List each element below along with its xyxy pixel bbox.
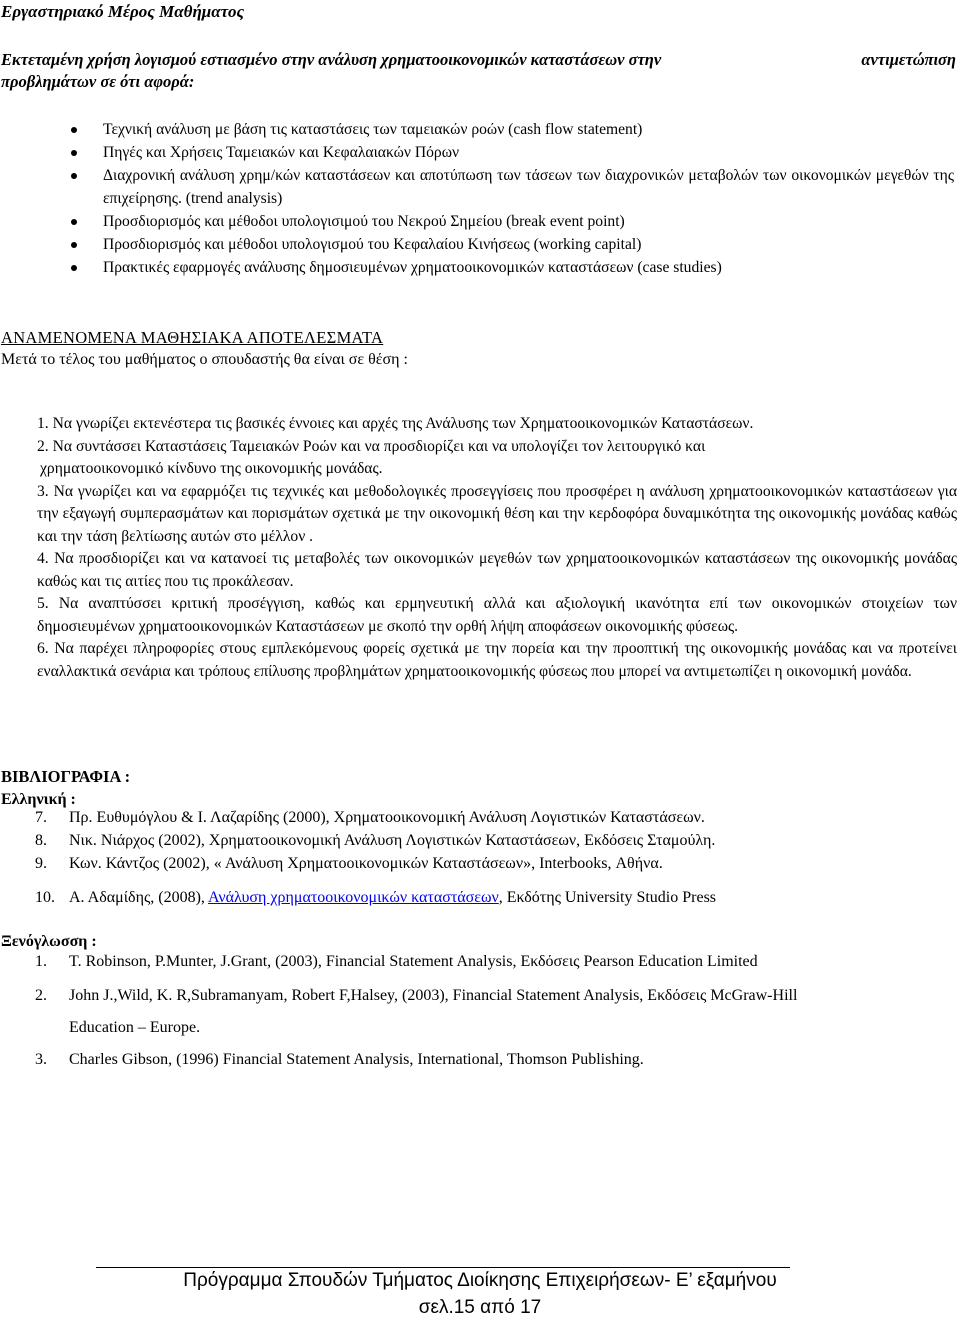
outcome-number: 5. bbox=[37, 595, 49, 612]
outcome-item bbox=[37, 481, 957, 549]
intro-paragraph bbox=[1, 49, 956, 94]
outcome-text: Να αναπτύσσει κριτική προσέγγιση, καθώς και ερμηνευτική αλλά και αξιολογική ικανότητα επί των οικονομικών στοιχείων των δημοσιευμένων χρηματοοικονομικών Καταστάσεων με σκοπό την ορθή λήψη αποφάσεων οικονομικής φύσεως. bbox=[37, 595, 957, 635]
bullet-icon bbox=[71, 173, 77, 179]
outcome-number: 1. bbox=[37, 415, 49, 432]
reference-item: 3. Charles Gibson, (1996) Financial Statement Analysis, International, Thomson Publishing. bbox=[35, 1051, 644, 1068]
outcome-text-cont: χρηματοοικονομικό κίνδυνο της οικονομικής μονάδας. bbox=[40, 460, 383, 477]
topic-item: Τεχνική ανάλυση με βάση τις καταστάσεις των ταμειακών ροών (cash flow statement) bbox=[0, 118, 956, 141]
topic-item: Πηγές και Χρήσεις Ταμειακών και Κεφαλαιακών Πόρων bbox=[0, 141, 956, 164]
bullet-icon bbox=[71, 242, 77, 248]
outcome-text: Να συντάσσει Καταστάσεις Ταμειακών Ροών και να προσδιορίζει και να υπολογίζει τον λειτουργικό και bbox=[52, 437, 706, 455]
outcome-item bbox=[37, 593, 957, 638]
outcome-text: Να προσδιορίζει και να κατανοεί τις μεταβολές των οικονομικών μεγεθών των χρηματοοικονομικών καταστάσεων της οικονομικής μονάδας καθώς και τις αιτίες που τις προκάλεσαν. bbox=[37, 550, 958, 590]
outcome-item bbox=[37, 548, 957, 593]
reference-item: 10. Α. Αδαμίδης, (2008), Ανάλυση χρηματοοικονομικών καταστάσεων, Εκδότης University Studio Press bbox=[35, 889, 717, 906]
topics-list bbox=[0, 118, 956, 279]
reference-item: 2. John J.,Wild, K. R,Subramanyam, Robert F,Halsey, (2003), Financial Statement Analysis, Εκδόσεις McGraw-Hill Education – Europe. bbox=[35, 987, 798, 1036]
intro-line1-left: Εκτεταμένη χρήση λογισμού εστιασμένο στην ανάλυση χρηματοοικονομικών καταστάσεων στην bbox=[1, 50, 662, 69]
intro-line1-right: αντιμετώπιση bbox=[861, 50, 956, 69]
greek-bibliography-heading: Ελληνική : bbox=[1, 791, 76, 808]
greek-reference-list bbox=[0, 806, 956, 909]
outcome-text: Να γνωρίζει και να εφαρμόζει τις τεχνικές και μεθοδολογικές προσεγγίσεις που προσφέρει η ανάλυση χρηματοοικονομικών καταστάσεων για την εξαγωγή συμπερασμάτων και πορισμάτων σχετικά με την οικονομική θέση και την κερδοφόρα δυναμικότητα της οικονομικής μονάδας καθώς και την τάση βελτίωσης αυτών στο μέλλον . bbox=[37, 482, 957, 545]
outcome-item bbox=[37, 413, 957, 436]
footer-page-number: σελ.15 από 17 bbox=[418, 1297, 542, 1318]
reference-item: 8. Νικ. Νιάρχος (2002), Χρηματοοικονομική Ανάλυση Λογιστικών Καταστάσεων, Εκδόσεις Σταμούλη. bbox=[35, 832, 716, 849]
reference-link[interactable]: Ανάλυση χρηματοοικονομικών καταστάσεων bbox=[208, 889, 499, 906]
foreign-reference-list bbox=[0, 950, 956, 1071]
outcome-item bbox=[37, 638, 957, 683]
outcome-text: Να γνωρίζει εκτενέστερα τις βασικές έννοιες και αρχές της Ανάλυσης των Χρηματοοικονομικών Καταστάσεων. bbox=[52, 415, 754, 432]
foreign-bibliography-heading: Ξενόγλωσση : bbox=[1, 933, 97, 950]
outcome-number: 4. bbox=[37, 550, 49, 567]
intro-line2: προβλημάτων σε ότι αφορά: bbox=[1, 72, 195, 92]
outcomes-heading: ΑΝΑΜΕΝΟΜΕΝΑ ΜΑΘΗΣΙΑΚΑ ΑΠΟΤΕΛΕΣΜΑΤΑ bbox=[1, 328, 384, 347]
reference-item: 7. Πρ. Ευθυμόγλου & Ι. Λαζαρίδης (2000), Χρηματοοικονομική Ανάλυση Λογιστικών Καταστάσεων. bbox=[35, 809, 705, 826]
outcome-number: 2. bbox=[37, 437, 49, 455]
lab-section-title: Εργαστηριακό Μέρος Μαθήματος bbox=[1, 2, 245, 21]
topic-item: Διαχρονική ανάλυση χρημ/κών καταστάσεων και αποτύπωση των τάσεων των διαχρονικών μεταβολών των οικονομικών μεγεθών της επιχείρησης. (trend analysis) bbox=[0, 164, 956, 210]
topic-item: Προσδιορισμός και μέθοδοι υπολογισμού του Κεφαλαίου Κινήσεως (working capital) bbox=[0, 233, 956, 256]
outcome-item bbox=[37, 436, 957, 481]
topic-item: Πρακτικές εφαρμογές ανάλυσης δημοσιευμένων χρηματοοικονομικών καταστάσεων (case studies) bbox=[0, 256, 956, 279]
bullet-icon bbox=[71, 265, 77, 271]
bullet-icon bbox=[71, 150, 77, 156]
topic-item: Προσδιορισμός και μέθοδοι υπολογισιμού του Νεκρού Σημείου (break event point) bbox=[0, 210, 956, 233]
outcomes-intro: Μετά το τέλος του μαθήματος ο σπουδαστής θα είναι σε θέση : bbox=[1, 351, 408, 368]
footer-program: Πρόγραμμα Σπουδών Τμήματος Διοίκησης Επιχειρήσεων- Ε’ εξαμήνου bbox=[183, 1270, 777, 1291]
bullet-icon bbox=[71, 127, 77, 133]
reference-item: 9. Κων. Κάντζος (2002), « Ανάλυση Χρηματοοικονομικών Καταστάσεων», Interbooks, Αθήνα. bbox=[35, 855, 663, 872]
outcome-number: 6. bbox=[37, 640, 49, 657]
outcome-text: Να παρέχει πληροφορίες στους εμπλεκόμενους φορείς σχετικά με την πορεία και την προοπτική της οικονομικής μονάδας και να προτείνει εναλλακτικά σενάρια και τρόπους επίλυσης προβλημάτων χρηματοοικονομικής φύσεως που μπορεί να αντιμετωπίζει η οικονομική μονάδα. bbox=[37, 640, 957, 680]
outcomes-list bbox=[37, 413, 957, 683]
outcome-number: 3. bbox=[37, 482, 49, 500]
reference-item: 1. T. Robinson, P.Munter, J.Grant, (2003), Financial Statement Analysis, Εκδόσεις Pearson Education Limited bbox=[35, 953, 758, 970]
bibliography-heading: ΒΙΒΛΙΟΓΡΑΦΙΑ : bbox=[1, 767, 131, 786]
bullet-icon bbox=[71, 219, 77, 225]
